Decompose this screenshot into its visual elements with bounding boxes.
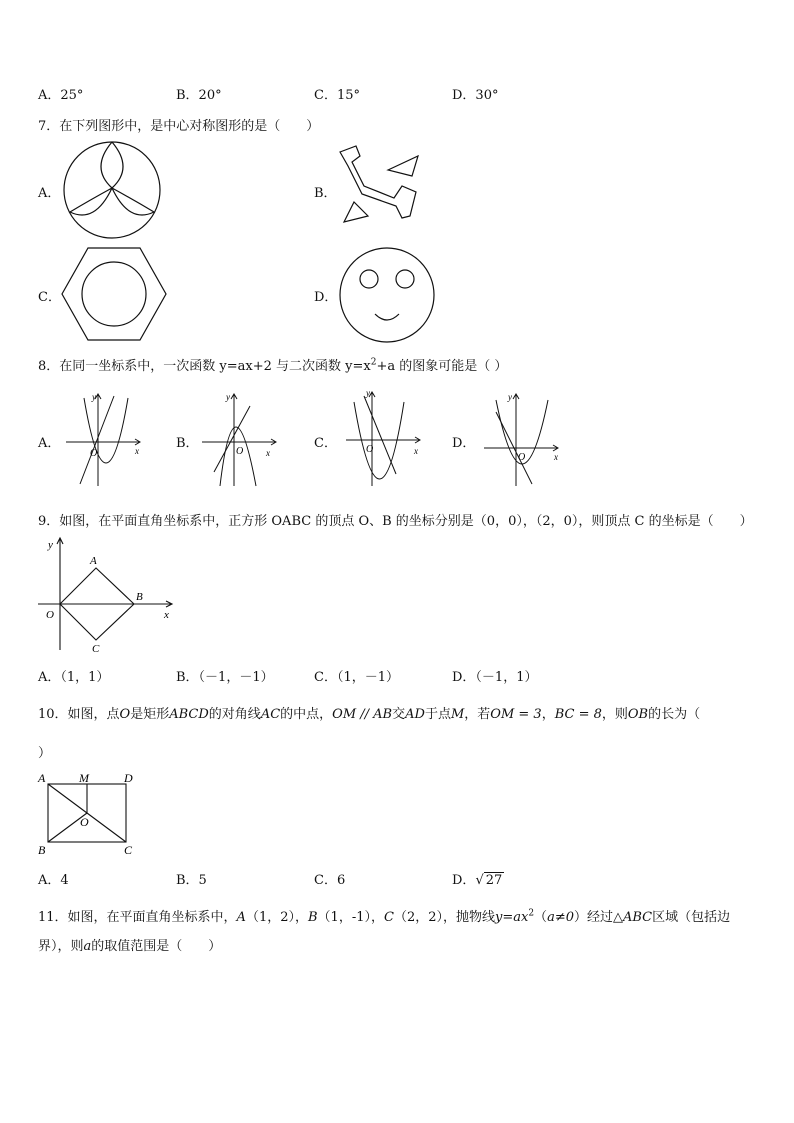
q10-option-a: A．4 [38,873,69,888]
q11-cond: a≠0 [547,910,574,925]
q7-figure-a [60,138,164,242]
q8b-axis-y: y [226,392,230,402]
q10-o: O [119,707,131,722]
q10-ob: OB [627,707,649,722]
q7-figure-b [338,146,434,236]
q8d-axis-y: y [508,392,512,402]
q10-s9: ，则 [601,707,628,722]
q10-ac: AC [260,707,281,722]
q8-graph-a [64,388,144,488]
q10-s8: ， [541,707,555,722]
q6-option-c: C．15° [314,88,360,103]
q8-label-c: C． [314,436,337,451]
q10-bc8: BC = 8 [554,707,602,722]
q7-label-d: D． [314,290,338,305]
q9-label-o: O [46,609,54,621]
q11-stem [38,906,730,925]
q7-label-c: C． [38,290,61,305]
q8c-axis-y: y [366,388,370,398]
q9-option-b: B．（－1，－1） [176,670,274,685]
q6-option-b: B．20° [176,88,222,103]
q7-figure-d [338,246,436,344]
q9-option-d: D．（－1，1） [452,670,538,685]
q11-s7: 区域（包括边 [652,910,731,925]
q10-label-d: D [124,771,133,785]
q8-graph-d [482,388,564,488]
q9-option-a: A．（1，1） [38,670,110,685]
q11-var-a: a [83,939,92,954]
q10-om3: OM = 3 [490,707,542,722]
q9-label-a: A [90,555,97,567]
q11-c: C [383,910,394,925]
q8-exponent: 2 [370,357,377,368]
q8c-origin: O [366,444,374,455]
q10-stem [38,703,700,722]
q10-label-a: A [38,771,46,785]
q6-option-a: A．25° [38,88,84,103]
q9-figure [38,534,178,654]
q11-s4: （2，2），抛物线 [393,910,495,925]
q11-s1: 11．如图，在平面直角坐标系中， [38,910,237,925]
q8b-origin: O [236,446,244,457]
q9-option-c: C．（1，－1） [314,670,399,685]
q10-s7: ，若 [464,707,491,722]
sqrt-symbol: √ 27 [475,873,503,888]
q10-m: M [450,707,465,722]
q11-s5: （ [534,910,548,925]
q8d-origin: O [518,452,526,463]
q8-graph-c [344,386,424,488]
q10-s3: 的对角线 [208,707,261,722]
q10-radicand: 27 [485,873,503,888]
q10-s6: 于点 [424,707,451,722]
q10-s5: 交 [392,707,406,722]
q6-option-d: D．30° [452,88,499,103]
q8-label-a: A． [38,436,61,451]
q11-stem-line2 [38,935,221,954]
q10-s4: 的中点， [280,707,333,722]
q8-graph-b [200,388,280,488]
q9-label-y: y [48,539,53,551]
q8a-axis-y: y [92,392,96,402]
q9-label-b: B [136,591,143,603]
q10-option-c: C．6 [314,873,346,888]
q11-exponent: 2 [528,908,535,919]
q10-label-m: M [79,771,89,785]
q7-label-b: B． [314,186,337,201]
q9-label-c: C [92,643,100,655]
q8a-axis-x: x [135,446,139,456]
q10-option-d [452,869,504,888]
q10-figure [36,768,140,856]
q10-option-d-label: D． [452,873,476,888]
q10-om-ab: OM // AB [332,707,393,722]
q10-stem-line2: ） [38,746,52,761]
q8-stem-part-b: +a 的图象可能是（ ） [376,359,508,374]
q8a-origin: O [90,448,98,459]
q11-abc: ABC [622,910,653,925]
q10-label-o: O [80,815,89,829]
q7-figure-c [60,246,168,342]
q11-l2b: 的取值范围是（ ） [91,939,222,954]
q11-eq: y=ax [494,910,529,925]
q8b-axis-x: x [266,448,270,458]
q11-s2: （1，2）， [245,910,308,925]
q10-ad: AD [405,707,425,722]
q7-label-a: A． [38,186,61,201]
q10-label-b: B [38,843,46,857]
q11-b: B [307,910,318,925]
q11-a: A [236,910,246,925]
q11-s3: （1，-1）， [317,910,384,925]
q8-stem [38,355,507,374]
q8-stem-part-a: 8．在同一坐标系中，一次函数 y=ax+2 与二次函数 y=x [38,359,371,374]
q9-stem: 9．如图，在平面直角坐标系中，正方形 OABC 的顶点 O、B 的坐标分别是（0，0），（2，0），则顶点 C 的坐标是（ ） [38,514,753,529]
q9-label-x: x [164,609,169,621]
q10-s1: 10．如图，点 [38,707,120,722]
q10-label-c: C [124,843,133,857]
q7-stem: 7．在下列图形中，是中心对称图形的是（ ） [38,119,320,134]
q11-s6: ）经过△ [573,910,623,925]
q10-option-b: B．5 [176,873,207,888]
q8-label-d: D． [452,436,476,451]
q10-abcd: ABCD [169,707,209,722]
q10-s10: 的长为（ [648,707,701,722]
q10-s2: 是矩形 [130,707,170,722]
q8-label-b: B． [176,436,199,451]
q11-l2a: 界），则 [38,939,84,954]
q8c-axis-x: x [414,446,418,456]
q8d-axis-x: x [554,452,558,462]
